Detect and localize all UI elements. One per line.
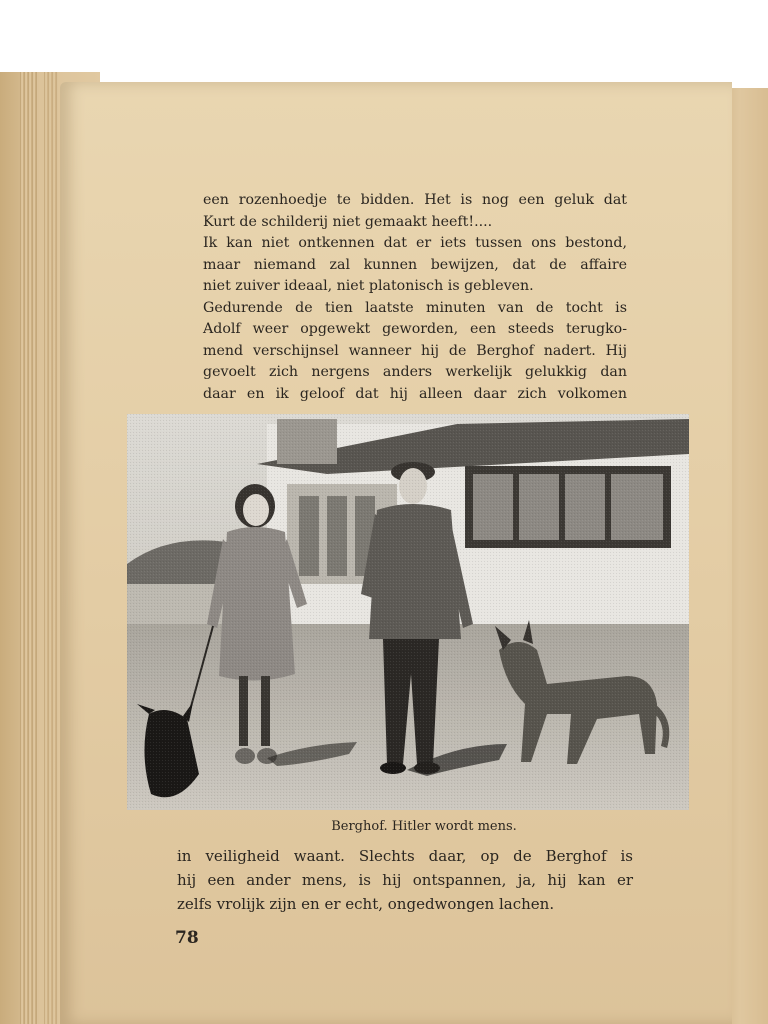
text-line: gevoelt zich nergens anders werkelijk gelukkig dan <box>203 364 627 380</box>
text-line: in veiligheid waant. Slechts daar, op de Berghof is <box>177 847 633 865</box>
text-line: maar niemand zal kunnen bewijzen, dat de affaire <box>203 256 627 273</box>
photograph-image <box>127 414 689 810</box>
text-line: niet zuiver ideaal, niet platonisch is gebleven. <box>203 278 534 294</box>
photograph <box>127 414 689 810</box>
text-line: daar en ik geloof dat hij alleen daar zich volkomen <box>203 385 627 402</box>
text-line: Gedurende de tien laatste minuten van de tocht is <box>203 299 627 316</box>
top-paragraph <box>203 190 627 405</box>
bottom-paragraph <box>177 844 633 916</box>
page-stack-edge <box>20 72 38 1024</box>
page-stack-edge <box>44 72 58 1024</box>
page-number: 78 <box>175 928 199 948</box>
photo-caption-text: Berghof. Hitler wordt mens. <box>331 819 517 834</box>
text-line: Adolf weer opgewekt geworden, een steeds terugko- <box>203 321 627 337</box>
text-line: Ik kan niet ontkennen dat er iets tussen ons bestond, <box>203 235 627 251</box>
text-line: mend verschijnsel wanneer hij de Berghof nadert. Hij <box>203 342 627 359</box>
text-line: een rozenhoedje te bidden. Het is nog een geluk dat <box>203 192 627 208</box>
photo-caption <box>0 819 768 834</box>
text-line: zelfs vrolijk zijn en er echt, ongedwongen lachen. <box>177 895 555 913</box>
text-line: hij een ander mens, is hij ontspannen, ja, hij kan er <box>177 871 633 889</box>
text-line: Kurt de schilderij niet gemaakt heeft!.... <box>203 213 493 230</box>
